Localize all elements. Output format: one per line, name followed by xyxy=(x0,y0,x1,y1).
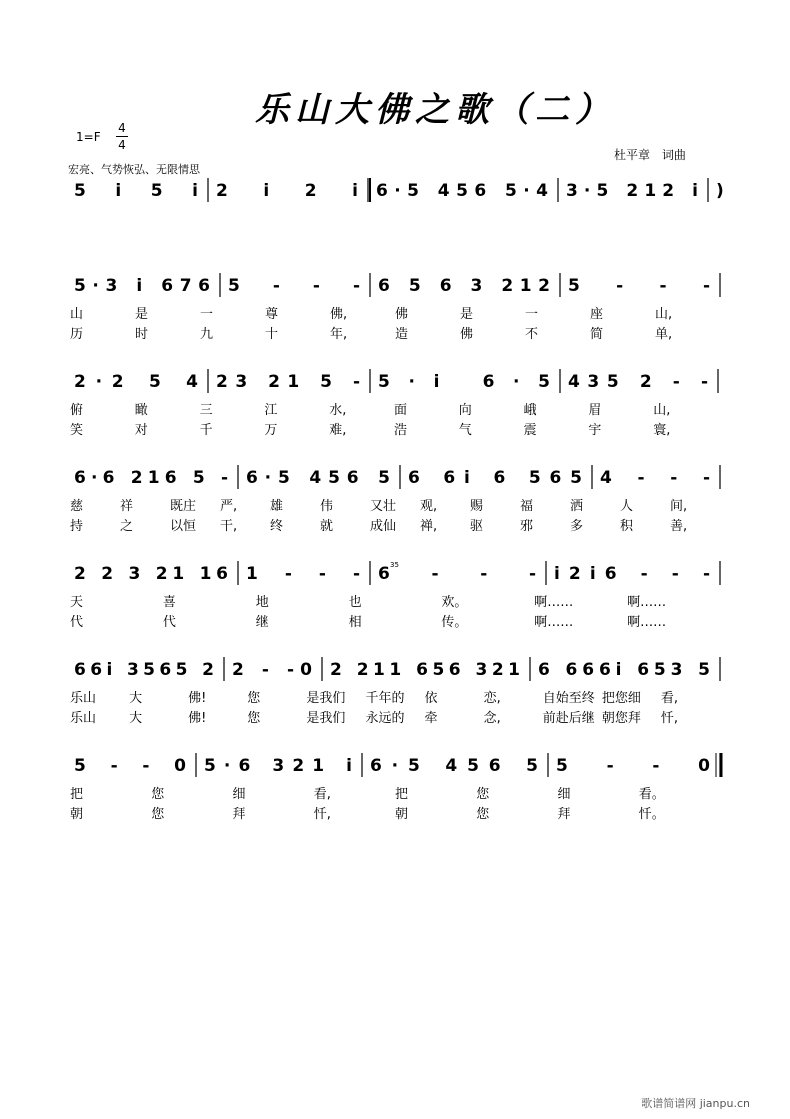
lyric-word: 依 xyxy=(424,691,438,706)
lyric-word: 简 xyxy=(590,327,604,342)
lyric-word: 慈 xyxy=(70,499,84,514)
lyric-word: 多 xyxy=(570,519,584,534)
lyric-word: 拜 xyxy=(232,807,246,822)
measure-notes: 5·i 6·5 xyxy=(378,372,550,392)
lyric-word: 赐 xyxy=(470,499,484,514)
time-bottom: 4 xyxy=(118,138,126,152)
lyric-word: 您 xyxy=(151,787,165,802)
lyric-word: 以恒 xyxy=(170,519,197,534)
lyric-word: 浩 xyxy=(394,423,408,438)
lyric-word: 前赴后继 xyxy=(542,711,595,726)
lyric-word: 山 xyxy=(70,307,84,322)
lyric-word: 山, xyxy=(655,307,673,322)
lyric-word: 一 xyxy=(525,307,539,322)
lyric-word: 佛! xyxy=(188,711,207,726)
lyric-word: 九 xyxy=(200,327,214,342)
lyric-word: 朝您拜 xyxy=(601,711,641,726)
lyric-word: 是我们 xyxy=(306,691,346,706)
lyric-word: 看。 xyxy=(638,787,665,802)
lyric-word: 乐山 xyxy=(70,711,97,726)
lyric-word: 眉 xyxy=(588,403,602,418)
lyric-word: 您 xyxy=(151,807,165,822)
lyric-word: 细 xyxy=(557,787,571,802)
lyric-word: 啊…… xyxy=(627,595,667,610)
lyric-word: 忏, xyxy=(313,807,331,822)
lyric-word: 把 xyxy=(395,787,409,802)
lyric-word: 对 xyxy=(134,423,148,438)
lyric-word: 禅, xyxy=(420,519,438,534)
measure-notes: 2 i 2 i xyxy=(216,181,358,201)
lyric-word: 气 xyxy=(458,423,472,438)
lyric-word: 天 xyxy=(70,595,84,610)
lyric-word: 伟 xyxy=(320,499,334,514)
measure-notes: 2 - -0 xyxy=(232,660,312,680)
lyric-word: 代 xyxy=(70,615,84,630)
lyric-word: 严, xyxy=(220,499,238,514)
grace-note: 35 xyxy=(390,561,399,569)
lyric-word: 您 xyxy=(476,787,490,802)
measure-notes: 435 2 - - xyxy=(568,372,708,392)
lyric-word: 自始至终 xyxy=(542,691,595,706)
lyric-word: 大 xyxy=(129,711,143,726)
measure-notes: 5 - - 0 xyxy=(74,756,186,776)
measure-notes: 5 - - 0 xyxy=(556,756,710,776)
lyric-word: 年, xyxy=(330,327,348,342)
lyric-word: 峨 xyxy=(523,403,537,418)
lyric-word: 把您细 xyxy=(601,691,641,706)
lyric-word: 时 xyxy=(135,327,149,342)
lyric-word: 喜 xyxy=(162,595,176,610)
time-top: 4 xyxy=(118,121,126,135)
lyric-word: 三 xyxy=(199,403,213,418)
lyric-word: 看, xyxy=(660,691,679,706)
lyric-word: 拜 xyxy=(557,807,571,822)
lyric-word: 永远的 xyxy=(365,711,405,726)
lyric-word: 向 xyxy=(458,403,472,418)
lyric-word: 难, xyxy=(329,423,347,438)
lyric-word: 面 xyxy=(394,403,408,418)
lyric-word: 忏。 xyxy=(638,807,665,822)
lyric-word: 朝 xyxy=(395,807,409,822)
measure-notes: 6 5 6 3 212 xyxy=(378,276,550,296)
measure-notes: 2 2 3 21 16 xyxy=(74,564,228,584)
tempo-marking: 宏亮、气势恢弘、无限情思 xyxy=(68,163,200,176)
lyric-word: 历 xyxy=(70,327,84,342)
measure-notes: 5 - - - xyxy=(568,276,710,296)
lyric-word: 细 xyxy=(232,787,246,802)
lyric-word: 瞰 xyxy=(134,403,148,418)
lyric-word: 雄 xyxy=(270,499,284,514)
lyric-word: 欢。 xyxy=(441,595,468,610)
lyric-word: 代 xyxy=(162,615,176,630)
lyric-word: 是我们 xyxy=(306,711,346,726)
lyric-word: 不 xyxy=(525,327,539,342)
lyric-word: 佛 xyxy=(460,327,474,342)
measure-notes: 2 211 656 321 xyxy=(330,660,520,680)
measure-notes: 6·5 456 5·4 xyxy=(376,181,548,201)
lyric-word: 啊…… xyxy=(627,615,667,630)
measure-notes: 6·5 456 5 xyxy=(246,468,390,488)
measure-notes: ) xyxy=(716,181,724,201)
lyric-word: 传。 xyxy=(441,615,468,630)
key-signature: 1=F xyxy=(76,130,101,144)
measure-notes: 6·5 456 5 xyxy=(370,756,538,776)
lyric-word: 朝 xyxy=(70,807,84,822)
lyric-word: 江 xyxy=(264,403,278,418)
measure-notes: 6·6 216 5 - xyxy=(74,468,228,488)
measure-notes: 1 - - - xyxy=(246,564,360,584)
lyric-word: 啊…… xyxy=(534,595,574,610)
lyric-word: 既庄 xyxy=(170,499,197,514)
lyric-word: 驱 xyxy=(470,519,484,534)
lyric-word: 祥 xyxy=(120,499,134,514)
measure-notes: 5 i 5 i xyxy=(74,181,198,201)
lyric-word: 笑 xyxy=(70,423,84,438)
lyric-word: 干, xyxy=(220,519,238,534)
lyric-word: 山, xyxy=(653,403,671,418)
lyric-word: 间, xyxy=(670,499,688,514)
lyric-word: 一 xyxy=(200,307,214,322)
measure-notes: 5·3 i 676 xyxy=(74,276,210,296)
watermark-footer: 歌谱简谱网 jianpu.cn xyxy=(641,1097,750,1110)
lyric-word: 看, xyxy=(313,787,331,802)
lyric-word: 之 xyxy=(120,519,134,534)
measure-notes: 2·2 5 4 xyxy=(74,372,198,392)
lyric-word: 相 xyxy=(348,615,362,630)
measure-notes: 66i 3565 2 xyxy=(74,660,214,680)
lyric-word: 您 xyxy=(247,711,261,726)
lyric-word: 忏, xyxy=(660,711,679,726)
lyric-word: 单, xyxy=(655,327,673,342)
lyric-word: 震 xyxy=(523,423,537,438)
lyric-word: 您 xyxy=(476,807,490,822)
lyric-word: 是 xyxy=(460,307,474,322)
lyric-word: 寰, xyxy=(653,423,671,438)
lyric-word: 终 xyxy=(270,519,284,534)
lyric-word: 牵 xyxy=(424,711,438,726)
lyric-word: 佛 xyxy=(395,307,409,322)
lyric-word: 也 xyxy=(348,595,362,610)
lyric-word: 继 xyxy=(255,615,269,630)
measure-notes: 3·5 212 i xyxy=(566,181,698,201)
composer-credit: 杜平章 词曲 xyxy=(614,148,686,162)
lyric-word: 福 xyxy=(520,499,534,514)
measure-notes: 5·6 321 i xyxy=(204,756,352,776)
lyric-word: 就 xyxy=(320,519,334,534)
lyric-word: 佛, xyxy=(330,307,348,322)
measure-notes: i2i6 - - - xyxy=(554,564,710,584)
lyric-word: 人 xyxy=(620,499,634,514)
measure-notes: 5 - - - xyxy=(228,276,360,296)
lyric-word: 善, xyxy=(670,519,688,534)
lyric-word: 十 xyxy=(265,327,279,342)
lyric-word: 观, xyxy=(420,499,438,514)
measure-notes: 4 - - - xyxy=(600,468,710,488)
lyric-word: 啊…… xyxy=(534,615,574,630)
lyric-word: 造 xyxy=(395,327,409,342)
page-title: 乐山大佛之歌（二） xyxy=(255,90,615,130)
lyric-word: 乐山 xyxy=(70,691,97,706)
lyric-word: 座 xyxy=(590,307,604,322)
lyric-word: 是 xyxy=(135,307,149,322)
measure-notes: 6 - - - xyxy=(378,564,536,584)
lyric-word: 尊 xyxy=(265,307,279,322)
measure-notes: 23 21 5 - xyxy=(216,372,360,392)
lyric-word: 又壮 xyxy=(370,499,397,514)
measure-notes: 6 6i 6 565 xyxy=(408,468,582,488)
lyric-word: 千 xyxy=(199,423,213,438)
lyric-word: 宇 xyxy=(588,423,602,438)
lyric-word: 持 xyxy=(70,519,84,534)
lyric-word: 地 xyxy=(255,595,269,610)
lyric-word: 恋, xyxy=(483,691,501,706)
lyric-word: 成仙 xyxy=(370,519,397,534)
lyric-word: 俯 xyxy=(70,403,84,418)
lyric-word: 积 xyxy=(620,519,634,534)
lyric-word: 洒 xyxy=(570,499,584,514)
lyric-word: 您 xyxy=(247,691,261,706)
lyric-word: 邪 xyxy=(520,519,534,534)
lyric-word: 千年的 xyxy=(365,691,405,706)
measure-notes: 6 666i 653 5 xyxy=(538,660,710,680)
lyric-word: 念, xyxy=(483,711,501,726)
lyric-word: 佛! xyxy=(188,691,207,706)
lyric-word: 万 xyxy=(264,423,278,438)
lyric-word: 大 xyxy=(129,691,143,706)
lyric-word: 水, xyxy=(329,403,347,418)
lyric-word: 把 xyxy=(70,787,84,802)
